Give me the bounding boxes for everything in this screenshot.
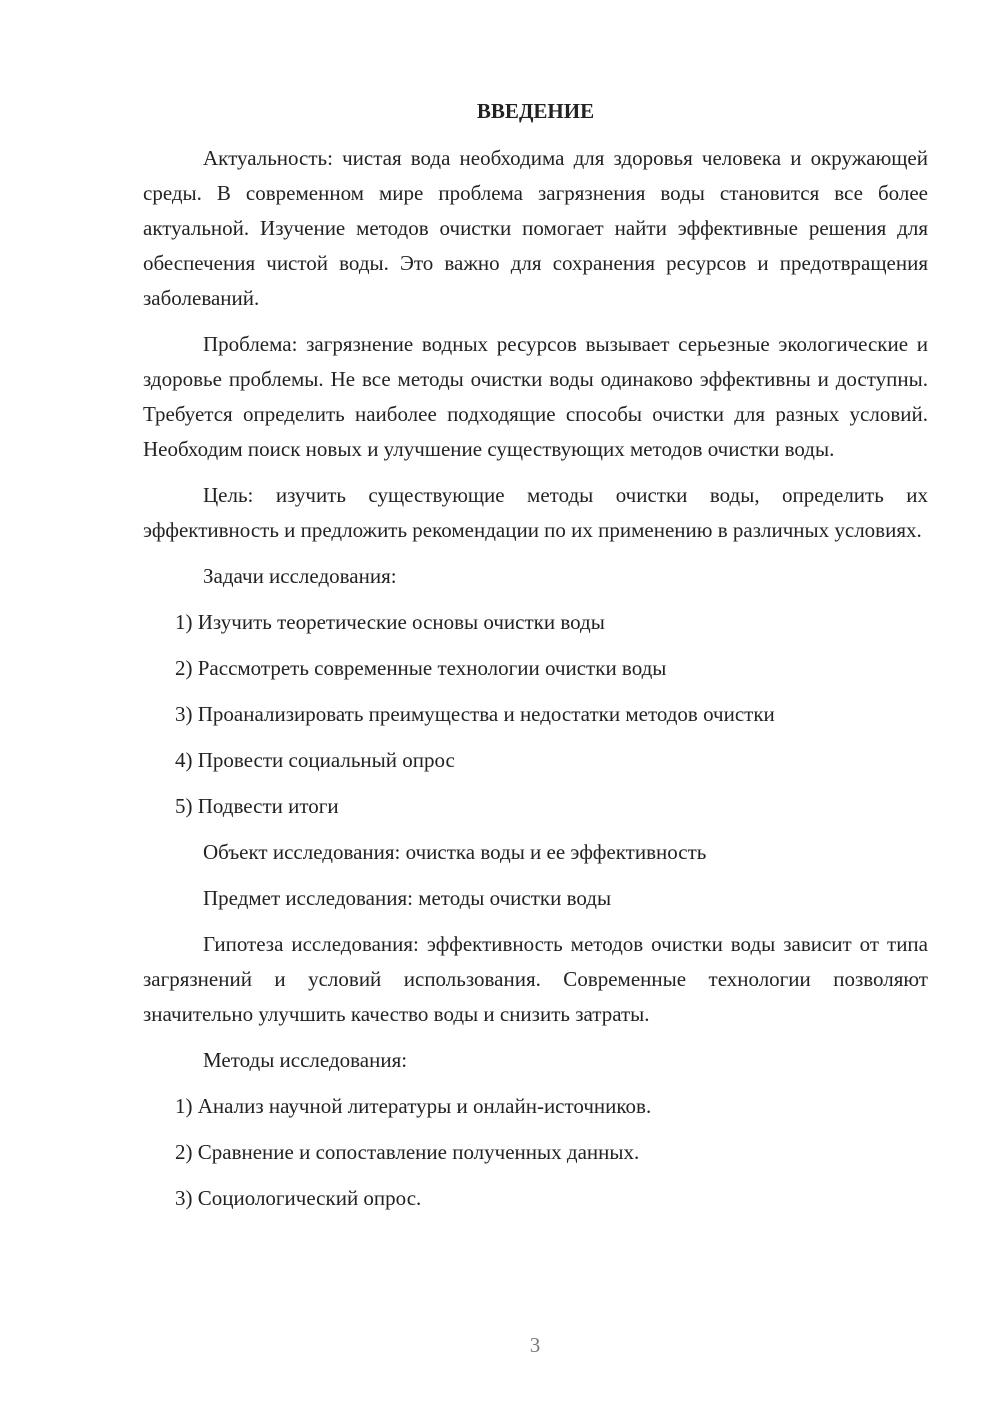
task-item: 5) Подвести итоги bbox=[175, 794, 339, 818]
page-content bbox=[143, 94, 928, 1227]
methods-heading: Методы исследования: bbox=[203, 1048, 408, 1072]
task-item: 4) Провести социальный опрос bbox=[175, 748, 455, 772]
task-item: 2) Рассмотреть современные технологии очистки воды bbox=[175, 656, 667, 680]
method-item: 1) Анализ научной литературы и онлайн-источников. bbox=[175, 1094, 652, 1118]
tasks-list bbox=[143, 605, 928, 824]
task-item: 1) Изучить теоретические основы очистки воды bbox=[175, 610, 605, 634]
relevance-paragraph: Актуальность: чистая вода необходима для здоровья человека и окружающей среды. В современном мире проблема загрязнения воды становится все более актуальной. Изучение методов очистки помогает найти эффективные решения для обеспечения чистой воды. Это важно для сохранения ресурсов и предотвращения заболеваний. bbox=[143, 146, 928, 310]
problem-paragraph: Проблема: загрязнение водных ресурсов вызывает серьезные экологические и здоровье проблемы. Не все методы очистки воды одинаково эффективны и доступны. Требуется определить наиболее подходящие способы очистки для разных условий. Необходим поиск новых и улучшение существующих методов очистки воды. bbox=[143, 332, 928, 461]
methods-list bbox=[143, 1089, 928, 1216]
method-item: 3) Социологический опрос. bbox=[175, 1186, 422, 1210]
hypothesis-paragraph: Гипотеза исследования: эффективность методов очистки воды зависит от типа загрязнений и условий использования. Современные технологии позволяют значительно улучшить качество воды и снизить затраты. bbox=[143, 932, 928, 1026]
tasks-heading: Задачи исследования: bbox=[203, 564, 397, 588]
task-item: 3) Проанализировать преимущества и недостатки методов очистки bbox=[175, 702, 775, 726]
research-object: Объект исследования: очистка воды и ее эффективность bbox=[203, 840, 707, 864]
goal-paragraph: Цель: изучить существующие методы очистки воды, определить их эффективность и предложить рекомендации по их применению в различных условиях. bbox=[143, 483, 928, 542]
research-subject: Предмет исследования: методы очистки воды bbox=[203, 886, 612, 910]
method-item: 2) Сравнение и сопоставление полученных данных. bbox=[175, 1140, 640, 1164]
page-number: 3 bbox=[529, 1333, 541, 1357]
section-title: ВВЕДЕНИЕ bbox=[476, 99, 595, 123]
